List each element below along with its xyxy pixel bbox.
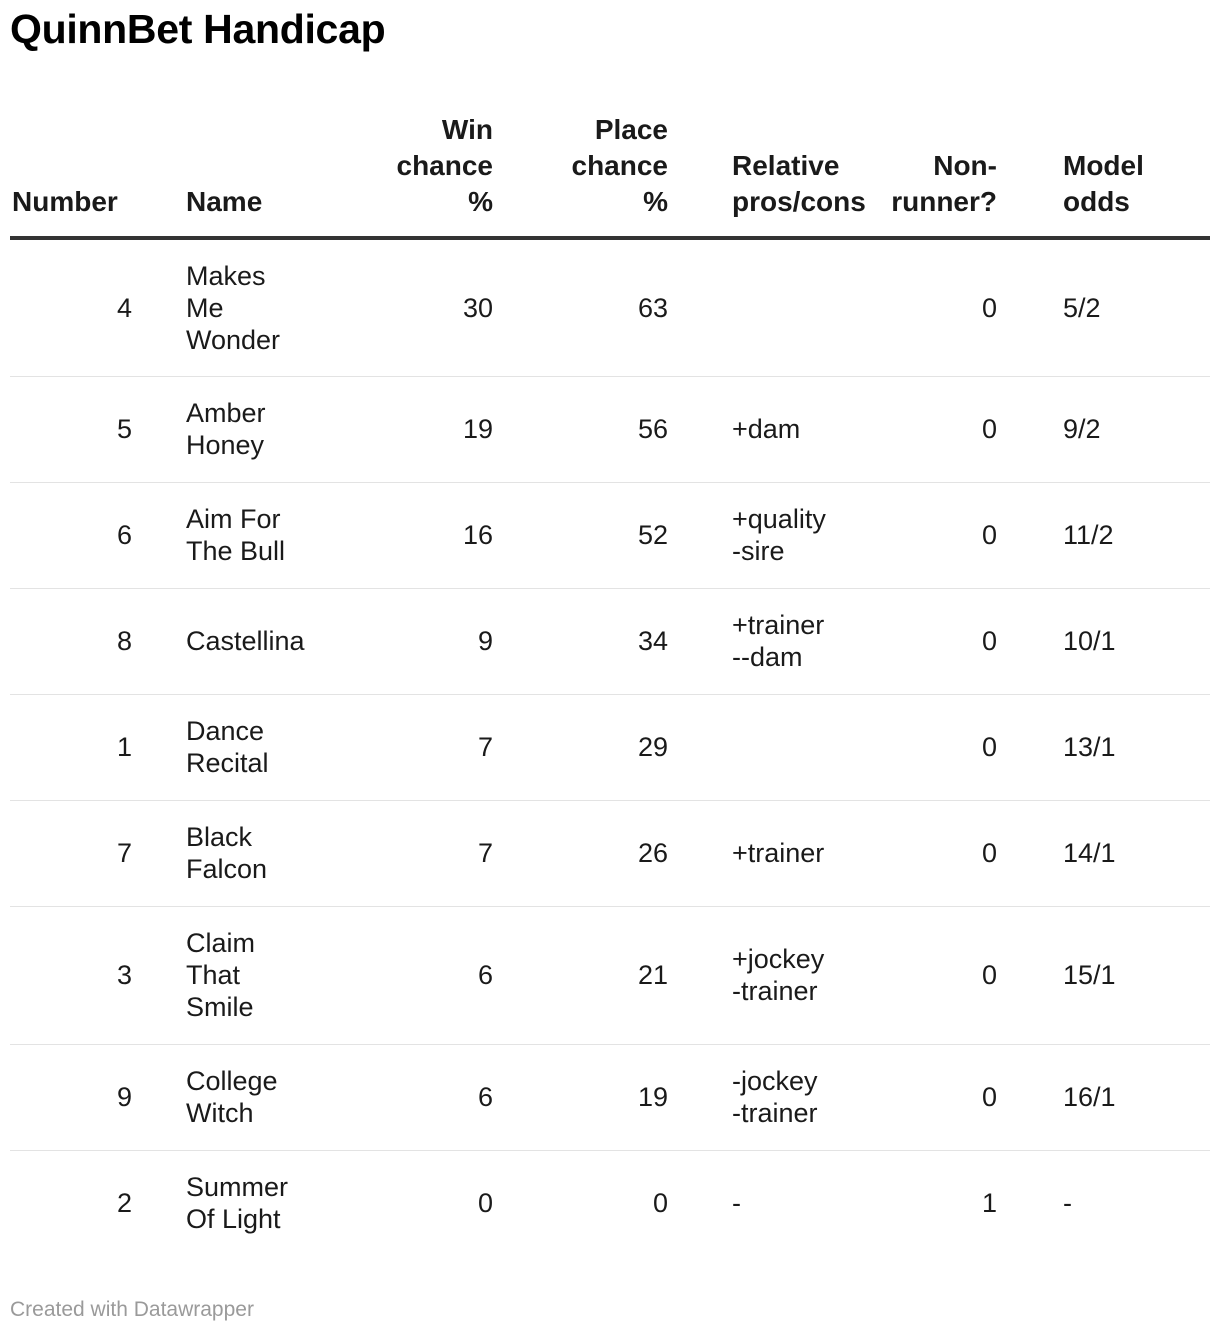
cell-relative-pros-cons-text: -jockey -trainer [732,1066,818,1128]
cell-number-text: 9 [116,1082,132,1112]
cell-place-chance [513,482,688,588]
chart-title: QuinnBet Handicap [10,6,386,52]
cell-number-text: 6 [116,520,132,550]
cell-non-runner-text: 0 [981,292,997,323]
table-row [10,1044,1210,1150]
cell-number [10,1044,186,1150]
header-name[interactable]: Name [186,112,338,238]
cell-number [10,482,186,588]
cell-model-odds-text: 13/1 [1063,732,1116,762]
cell-number-text: 5 [116,414,132,444]
cell-place-chance-text: 21 [637,960,668,990]
cell-model-odds-text: 15/1 [1063,960,1116,990]
table-row [10,906,1210,1044]
cell-model-odds [1041,800,1210,906]
cell-model-odds-text: 14/1 [1063,838,1116,868]
cell-number-text: 2 [116,1188,132,1219]
cell-non-runner-text: 0 [981,732,997,762]
cell-non-runner-text: 0 [981,626,997,656]
cell-relative-pros-cons-text: +dam [732,414,801,444]
header-relative-pros-cons[interactable]: Relative pros/cons [688,112,848,238]
cell-model-odds [1041,1044,1210,1150]
table-row [10,482,1210,588]
cell-non-runner-text: 0 [981,414,997,444]
cell-name [186,376,338,482]
cell-number-text: 4 [116,292,132,323]
cell-relative-pros-cons [688,1044,848,1150]
cell-non-runner [848,588,1041,694]
cell-number-text: 7 [116,838,132,868]
cell-model-odds [1041,482,1210,588]
table-row [10,1150,1210,1256]
cell-non-runner [848,482,1041,588]
cell-win-chance [338,906,513,1044]
cell-place-chance [513,694,688,800]
cell-place-chance [513,906,688,1044]
cell-name [186,1150,338,1256]
cell-non-runner [848,800,1041,906]
race-table [10,112,1210,1256]
cell-name-text: Black Falcon [186,822,268,884]
table-row [10,238,1210,376]
cell-number [10,800,186,906]
cell-relative-pros-cons-text: +jockey -trainer [732,944,825,1006]
cell-non-runner-text: 0 [981,960,997,990]
cell-model-odds [1041,588,1210,694]
table-row [10,376,1210,482]
cell-name [186,1044,338,1150]
cell-model-odds-text: 5/2 [1063,292,1101,323]
table-row [10,694,1210,800]
cell-non-runner [848,1044,1041,1150]
cell-number [10,588,186,694]
cell-relative-pros-cons [688,588,848,694]
cell-win-chance-text: 0 [477,1188,493,1219]
cell-model-odds-text: 10/1 [1063,626,1116,656]
cell-win-chance [338,1150,513,1256]
cell-non-runner [848,906,1041,1044]
table-row [10,800,1210,906]
cell-place-chance-text: 56 [637,414,668,444]
cell-non-runner [848,1150,1041,1256]
cell-name [186,800,338,906]
cell-place-chance-text: 52 [637,520,668,550]
cell-model-odds [1041,694,1210,800]
cell-number-text: 1 [116,732,132,762]
cell-model-odds [1041,906,1210,1044]
cell-model-odds-text: - [1063,1188,1072,1219]
cell-number [10,238,186,376]
cell-model-odds-text: 9/2 [1063,414,1101,444]
cell-name-text: Claim That Smile [186,928,256,1022]
cell-relative-pros-cons [688,238,848,376]
cell-win-chance [338,694,513,800]
cell-number-text: 8 [116,626,132,656]
cell-relative-pros-cons [688,376,848,482]
cell-name [186,482,338,588]
cell-number [10,1150,186,1256]
cell-place-chance [513,1150,688,1256]
cell-non-runner-text: 0 [981,838,997,868]
cell-number [10,376,186,482]
cell-win-chance [338,1044,513,1150]
table-row [10,588,1210,694]
cell-win-chance [338,376,513,482]
cell-win-chance-text: 7 [477,732,493,762]
cell-win-chance-text: 30 [462,292,493,323]
cell-win-chance-text: 19 [462,414,493,444]
cell-name [186,906,338,1044]
cell-place-chance-text: 19 [637,1082,668,1112]
table-body [10,238,1210,1256]
cell-win-chance-text: 9 [477,626,493,656]
cell-model-odds [1041,376,1210,482]
cell-place-chance [513,588,688,694]
cell-model-odds-text: 11/2 [1063,520,1114,550]
cell-relative-pros-cons-text: - [732,1188,741,1219]
cell-name-text: College Witch [186,1066,278,1128]
cell-place-chance-text: 34 [637,626,668,656]
header-row [10,112,1210,238]
footer-credit: Created with Datawrapper [10,1298,254,1321]
cell-relative-pros-cons [688,800,848,906]
cell-name-text: Castellina [186,626,305,656]
cell-name-text: Dance Recital [186,716,269,778]
cell-win-chance [338,800,513,906]
cell-place-chance-text: 0 [652,1188,668,1219]
cell-place-chance [513,1044,688,1150]
cell-relative-pros-cons [688,482,848,588]
cell-name-text: Aim For The Bull [186,504,286,566]
cell-relative-pros-cons-text: +trainer --dam [732,610,825,672]
cell-place-chance [513,800,688,906]
cell-place-chance-text: 63 [637,292,668,323]
cell-relative-pros-cons-text: +quality -sire [732,504,826,566]
cell-name [186,694,338,800]
cell-name [186,588,338,694]
cell-name-text: Summer Of Light [186,1172,289,1235]
header-win-chance[interactable]: Win chance % [338,112,513,238]
cell-non-runner [848,376,1041,482]
cell-model-odds [1041,1150,1210,1256]
cell-place-chance-text: 29 [637,732,668,762]
cell-place-chance [513,238,688,376]
cell-win-chance-text: 16 [462,520,493,550]
cell-name-text: Makes Me Wonder [186,260,281,355]
cell-win-chance [338,588,513,694]
header-non-runner[interactable]: Non- runner? [848,112,1041,238]
cell-number [10,694,186,800]
cell-relative-pros-cons-text: +trainer [732,838,825,868]
cell-win-chance-text: 6 [477,1082,493,1112]
cell-win-chance [338,238,513,376]
cell-name-text: Amber Honey [186,398,266,460]
cell-model-odds-text: 16/1 [1063,1082,1116,1112]
cell-non-runner [848,694,1041,800]
cell-non-runner-text: 1 [981,1188,997,1219]
cell-name [186,238,338,376]
cell-relative-pros-cons [688,694,848,800]
cell-win-chance-text: 6 [477,960,493,990]
cell-non-runner [848,238,1041,376]
cell-place-chance [513,376,688,482]
header-model-odds[interactable]: Model odds [1041,112,1210,238]
cell-win-chance [338,482,513,588]
cell-win-chance-text: 7 [477,838,493,868]
cell-model-odds [1041,238,1210,376]
cell-non-runner-text: 0 [981,520,997,550]
cell-non-runner-text: 0 [981,1082,997,1112]
cell-relative-pros-cons [688,1150,848,1256]
header-place-chance[interactable]: Place chance % [513,112,688,238]
cell-place-chance-text: 26 [637,838,668,868]
cell-relative-pros-cons [688,906,848,1044]
cell-number-text: 3 [116,960,132,990]
cell-number [10,906,186,1044]
header-number[interactable]: Number [10,112,186,238]
